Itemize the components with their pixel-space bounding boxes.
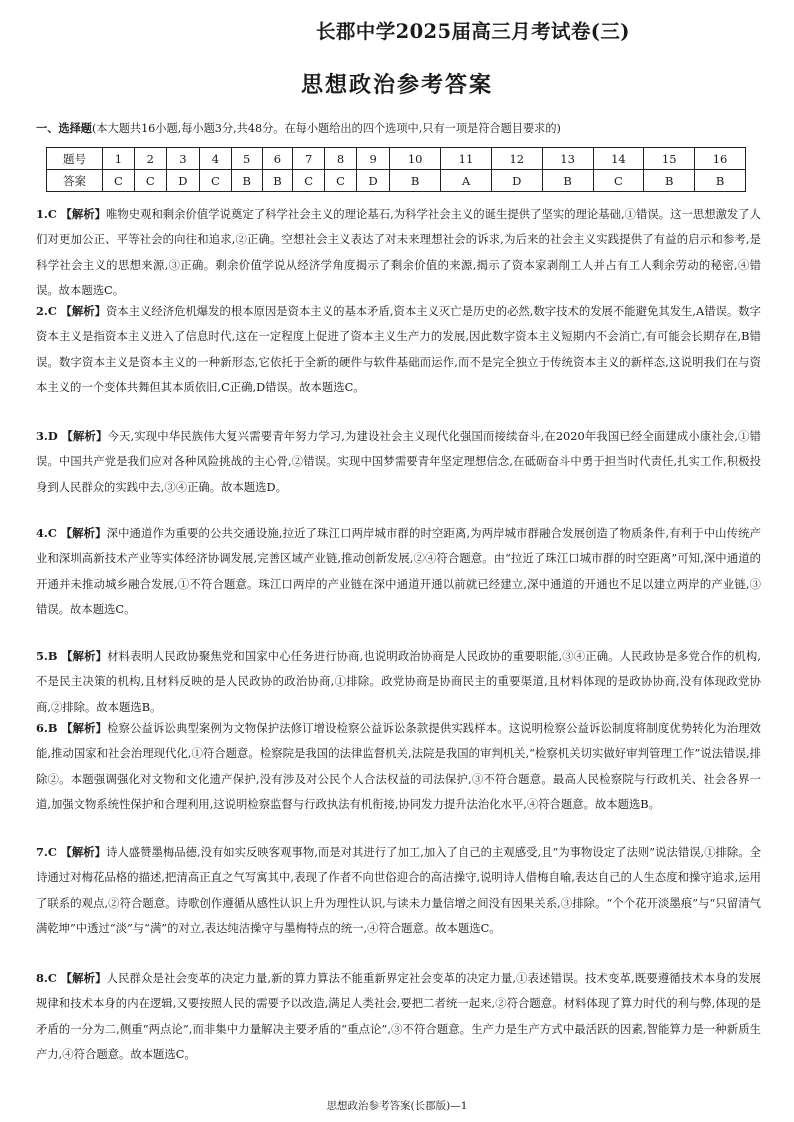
explanation-text: 深中通道作为重要的公共交通设施,拉近了珠江口两岸城市群的时空距离,为两岸城市群融合发展创造了物质条件,有利于中山传统产业和深圳高新技术产业等实体经济协调发展,完善区域产业链,推动创新发展,②④符合题意。由“拉近了珠江口城市群的时空距离”可知,深中通道的开通并未推动城乡融合发展,①不符合题意。珠江口两岸的产业链在深中通道开通以前就已经建立,深中通道的开通也不足以建立两岸的产业链,③错误。故本题选C。 [36, 526, 761, 617]
analysis-tag: 【解析】 [60, 526, 107, 540]
analysis-tag: 【解析】 [60, 304, 106, 318]
answer-cell: D [166, 170, 199, 192]
answer-cell: B [644, 170, 695, 192]
question-number-cell: 4 [199, 148, 231, 170]
answer-cell: B [262, 170, 293, 192]
question-number-cell: 13 [542, 148, 593, 170]
explanation-text: 今天,实现中华民族伟大复兴需要青年努力学习,为建设社会主义现代化强国而接续奋斗,在2020年我国已经全面建成小康社会,①错误。中国共产党是我们应对各种风险挑战的主心骨,②错误。实现中国梦需要青年坚定理想信念,在砥砺奋斗中勇于担当时代责任,扎实工作,积极投身到人民群众的实践中去,③④正确。故本题选D。 [36, 429, 761, 494]
question-number-cell: 7 [293, 148, 325, 170]
question-number: 1.C [36, 207, 57, 221]
question-number-cell: 12 [491, 148, 542, 170]
question-number-cell: 5 [231, 148, 262, 170]
question-number-cell: 11 [441, 148, 492, 170]
question-explanation-3 [36, 424, 761, 500]
question-number-cell: 3 [166, 148, 199, 170]
explanation-text: 资本主义经济危机爆发的根本原因是资本主义的基本矛盾,资本主义灭亡是历史的必然,数字技术的发展不能避免其发生,A错误。数字资本主义是指资本主义进入了信息时代,这在一定程度上促进了资本主义生产力的发展,因此数字资本主义短期内不会消亡,有可能会长期存在,B错误。数字资本主义是资本主义的一种新形态,它依托于全新的硬件与软件基础而运作,而不是完全独立于传统资本主义的新样态,这说明我们在与资本主义的一个变体共舞但其本质依旧,C正确,D错误。故本题选C。 [36, 304, 762, 395]
answer-cell: B [231, 170, 262, 192]
question-number: 2.C [36, 304, 57, 318]
question-number: 8.C [36, 971, 57, 985]
answer-cell: C [134, 170, 166, 192]
answer-header: 答案 [47, 170, 103, 192]
question-explanation-2 [36, 299, 761, 401]
section-heading [36, 120, 561, 136]
question-number: 3.D [36, 429, 58, 443]
question-explanation-5 [36, 644, 761, 720]
explanation-text: 材料表明人民政协聚焦党和国家中心任务进行协商,也说明政治协商是人民政协的重要职能,③④正确。人民政协是多党合作的机构,不是民主决策的机构,且材料反映的是人民政协的政治协商,①排除。政党协商是协商民主的重要渠道,且材料体现的是政协协商,没有体现政党协商,②排除。故本题选B。 [36, 649, 762, 714]
explanation-text: 人民群众是社会变革的决定力量,新的算力算法不能重新界定社会变革的决定力量,①表述错误。技术变革,既要遵循技术本身的发展规律和技术本身的内在逻辑,又要按照人民的需要予以改造,满足人类社会,要把二者统一起来,②符合题意。材料体现了算力时代的利与弊,体现的是矛盾的一分为二,侧重“两点论”,而非集中力量解决主要矛盾的“重点论”,③不符合题意。生产力是生产方式中最活跃的因素,智能算力是一种新质生产力,④符合题意。故本题选C。 [36, 971, 761, 1062]
analysis-tag: 【解析】 [60, 207, 106, 221]
answer-cell: C [593, 170, 644, 192]
document-title: 思想政治参考答案 [300, 72, 493, 98]
exam-header-title: 长郡中学2025届高三月考试卷(三) [316, 20, 630, 43]
answer-cell: C [293, 170, 325, 192]
answer-cell: C [199, 170, 231, 192]
question-number-cell: 8 [325, 148, 357, 170]
question-explanation-8 [36, 966, 761, 1068]
answer-cell: B [542, 170, 593, 192]
question-number-cell: 9 [357, 148, 390, 170]
answer-table [46, 147, 746, 192]
explanation-text: 唯物史观和剩余价值学说奠定了科学社会主义的理论基石,为科学社会主义的诞生提供了坚实的理论基础,①错误。这一思想激发了人们对更加公正、平等社会的向往和追求,②正确。空想社会主义表达了对未来理想社会的诉求,为后来的社会主义实践提供了有益的启示和参考,是科学社会主义的思想来源,③正确。剩余价值学说从经济学角度揭示了剩余价值的来源,揭示了资本家剥削工人并占有工人剩余劳动的秘密,④错误。故本题选C。 [36, 207, 762, 298]
question-number-cell: 16 [695, 148, 746, 170]
section-heading-label: 一、选择题 [36, 121, 92, 135]
question-explanation-6 [36, 716, 761, 818]
explanation-text: 检察公益诉讼典型案例为文物保护法修订增设检察公益诉讼条款提供实践样本。这说明检察公益诉讼制度将制度优势转化为治理效能,推动国家和社会治理现代化,①符合题意。检察院是我国的法律监督机关,法院是我国的审判机关,“检察机关切实做好审判管理工作”说法错误,排除②。本题强调强化对文物和文化遗产保护,没有涉及对公民个人合法权益的司法保护,③不符合题意。最高人民检察院与行政机关、社会各界一道,加强文物系统性保护和合理利用,这说明检察监督与行政执法有机衔接,协同发力提升法治化水平,④符合题意。故本题选B。 [36, 721, 762, 812]
explanation-text: 诗人盛赞墨梅品德,没有如实反映客观事物,而是对其进行了加工,加入了自己的主观感受,且“为事物设定了法则”说法错误,①排除。全诗通过对梅花品格的描述,把清高正直之气写寓其中,表现了作者不向世俗迎合的高洁操守,说明诗人借梅自喻,表达自己的人生态度和操守追求,运用了联系的观点,②符合题意。诗歌创作遵循从感性认识上升为理性认识,与读未力量信增之间没有因果关系,③排除。“个个花开淡墨痕”与“只留清气满乾坤”中透过“淡”与“满”的对立,表达纯洁操守与墨梅特点的统一,④符合题意。故本题选C。 [36, 845, 762, 936]
question-number: 4.C [36, 526, 57, 540]
answer-row [47, 170, 746, 192]
question-number-cell: 10 [390, 148, 441, 170]
analysis-tag: 【解析】 [61, 721, 108, 735]
question-number: 6.B [36, 721, 58, 735]
answer-cell: D [357, 170, 390, 192]
analysis-tag: 【解析】 [60, 971, 107, 985]
question-number-cell: 15 [644, 148, 695, 170]
question-number-cell: 14 [593, 148, 644, 170]
analysis-tag: 【解析】 [60, 845, 106, 859]
answer-cell: B [695, 170, 746, 192]
analysis-tag: 【解析】 [61, 649, 108, 663]
answer-cell: B [390, 170, 441, 192]
answer-cell: A [441, 170, 492, 192]
page-footer: 思想政治参考答案(长郡版)—1 [326, 1100, 468, 1112]
question-number-row [47, 148, 746, 170]
question-number-cell: 2 [134, 148, 166, 170]
question-number: 5.B [36, 649, 58, 663]
analysis-tag: 【解析】 [61, 429, 108, 443]
question-explanation-7 [36, 840, 761, 942]
answer-cell: C [325, 170, 357, 192]
question-number-cell: 6 [262, 148, 293, 170]
question-number: 7.C [36, 845, 57, 859]
question-explanation-4 [36, 521, 761, 623]
question-explanation-1 [36, 202, 761, 304]
question-number-header: 题号 [47, 148, 103, 170]
question-number-cell: 1 [103, 148, 135, 170]
answer-cell: C [103, 170, 135, 192]
answer-cell: D [491, 170, 542, 192]
section-heading-note: (本大题共16小题,每小题3分,共48分。在每小题给出的四个选项中,只有一项是符合题目要求的) [91, 122, 561, 135]
